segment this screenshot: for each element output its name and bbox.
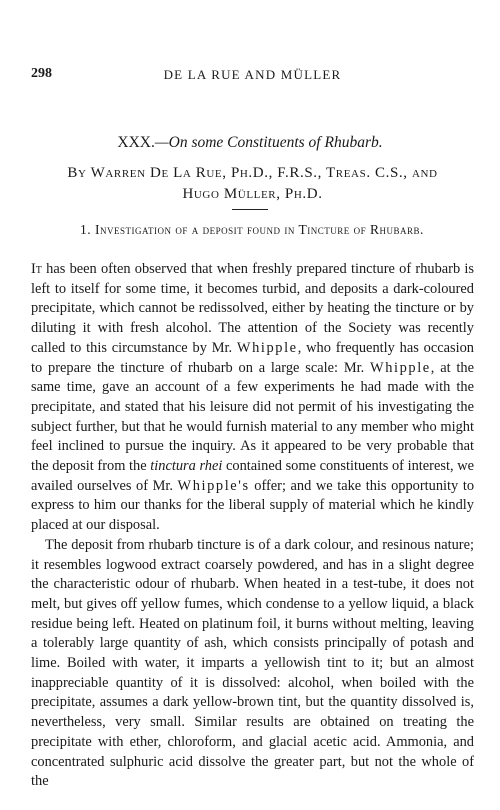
paragraph-1 — [31, 260, 474, 536]
title-text: —On some Constituents of Rhubarb. — [154, 134, 383, 151]
paragraph-2: The deposit from rhubarb tincture is of a dark colour, and resinous nature; it resembles logwood extract coarsely powdered, and has in a slight degree the characteristic odour of rhubarb. When heated in a test-tube, it does not melt, but gives off yellow fumes, which condense to a yellow liquid, a black residue being left. Heated on platinum foil, it burns without melting, leaving a tolerably large quantity of ash, which consists principally of potash and lime. Boiled with water, it imparts a yellowish tint to it; but an almost inappreciable quantity of it is dissolved: alcohol, when boiled with the precipitate, assumes a dark yellow-brown tint, but the quantity dissolved is, nevertheless, very small. Similar results are obtained on treating the precipitate with ether, chloroform, and glacial acetic acid. Ammonia, and concentrated sulphuric acid dissolve the greater part, but not the whole of the — [31, 536, 474, 790]
text-run: , who frequently has occasion to prepare the tincture of rhubarb on a large scale: Mr. — [31, 339, 474, 376]
section-heading: 1. Investigation of a deposit found in Tincture of Rhubarb. — [80, 222, 424, 237]
page-number: 298 — [31, 66, 52, 81]
paper-title — [0, 134, 500, 152]
text-run: has been often observed that when freshly prepared tincture of rhubarb is left to itself for some time, it becomes turbid, and deposits a dark-coloured precipitate, which cannot be redissolved, either by heating the tincture or by diluting it with fresh alcohol. The attention of the Society was recently called to this circumstance by Mr. — [31, 261, 474, 356]
italic-term: tinctura rhei — [150, 458, 223, 475]
author-byline — [31, 163, 474, 205]
author-line-1: By Warren De La Rue, Ph.D., F.R.S., Treas. C.S., and — [67, 165, 438, 181]
text-run: , at the same time, gave an account of a few experiments he had made with the precipitate, and stated that his leisure did not permit of his investigating the subject further, but that he would furnish material to any member who might feel inclined to pursue the inquiry. As it appeared to be very probable that the deposit from the — [31, 359, 474, 475]
running-title: DE LA RUE AND MÜLLER — [163, 67, 342, 82]
running-header — [31, 66, 474, 84]
person-name: Whipple's — [177, 477, 250, 494]
text-run: contained some constituents of interest, we availed ourselves of Mr. — [31, 458, 474, 494]
body-text — [31, 260, 474, 792]
person-name: Whipple — [370, 359, 431, 376]
opening-word: It — [31, 261, 42, 277]
person-name: Whipple — [236, 339, 298, 356]
text-run: offer; and we take this opportunity to express to him our thanks for the liberal supply of material which he kindly placed at our disposal. — [31, 477, 475, 534]
title-rule — [232, 209, 268, 210]
author-line-2: Hugo Müller, Ph.D. — [182, 186, 323, 202]
title-number: XXX. — [117, 134, 155, 151]
